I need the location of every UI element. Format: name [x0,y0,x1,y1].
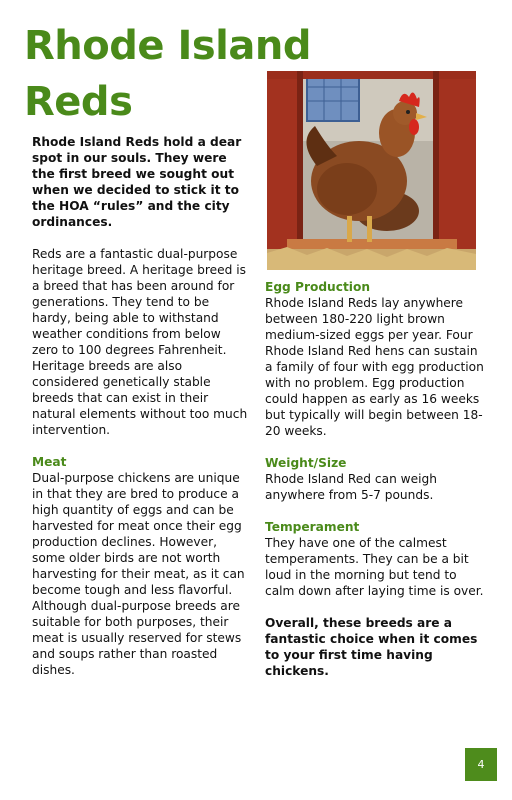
left-column [32,134,250,694]
chicken-photo [267,71,476,270]
egg-production-heading: Egg Production [265,280,371,294]
meat-paragraph: Dual-purpose chickens are unique in that they are bred to produce a high quantity of eggs and can be harvested for meat once their egg production declines. However, some older birds are not worth harvesting for their meat, as it can become tough and less flavorful. Although dual-purpose breeds are suitable for both purposes, their meat is usually reserved for stews and soups rather than roasted dishes. [32,471,245,677]
temperament-paragraph: They have one of the calmest temperaments. They can be a bit loud in the morning but tend to calm down after laying time is over. [265,536,484,598]
meat-heading: Meat [32,455,67,469]
page-title: Rhode Island Reds [24,23,311,125]
page-number-badge: 4 [465,748,497,781]
heritage-paragraph: Reds are a fantastic dual-purpose heritage breed. A heritage breed is a breed that has been around for generations. They tend to be hardy, being able to withstand weather conditions from below zero to 100 degrees Fahrenheit. Heritage breeds are also considered genetically stable breeds that can exist in their natural elements without too much intervention. [32,247,248,437]
weight-size-paragraph: Rhode Island Red can weigh anywhere from 5-7 pounds. [265,472,437,502]
weight-size-heading: Weight/Size [265,456,347,470]
intro-paragraph: Rhode Island Reds hold a dear spot in our souls. They were the first breed we sought out when we decided to stick it to the HOA “rules” and the city ordinances. [32,135,242,229]
egg-production-paragraph: Rhode Island Reds lay anywhere between 180-220 light brown medium-sized eggs per year. Four Rhode Island Red hens can sustain a family of four with egg production with no problem. Egg production could happen as early as 16 weeks but typically will begin between 18-20 weeks. [265,296,484,438]
temperament-heading: Temperament [265,520,360,534]
closing-paragraph: Overall, these breeds are a fantastic choice when it comes to your first time having chickens. [265,616,478,678]
right-column [265,279,487,679]
